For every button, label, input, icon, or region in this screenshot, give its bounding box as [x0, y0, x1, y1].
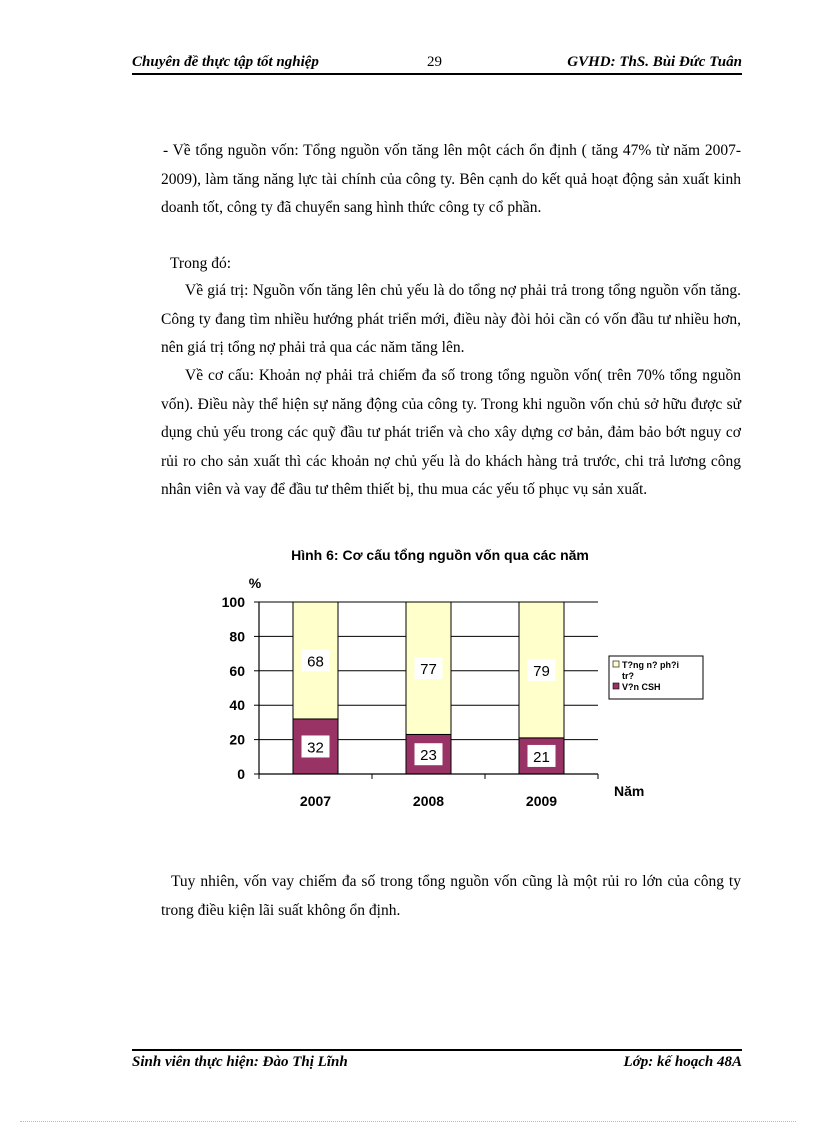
page-header [132, 52, 742, 74]
footer-rule [132, 1049, 742, 1051]
paragraph-intro: Trong đó: [170, 255, 232, 272]
legend-swatch-equity [613, 683, 619, 689]
data-label: 32 [307, 739, 324, 757]
page-number: 29 [427, 54, 442, 70]
chart-y-label: % [248, 575, 262, 591]
page-footer [132, 1054, 742, 1076]
y-tick-label: 40 [229, 697, 245, 714]
y-tick-label: 0 [237, 766, 245, 782]
y-tick-label: 20 [229, 731, 245, 748]
y-tick-label: 100 [221, 594, 245, 610]
chart-title: Hình 6: Cơ cấu tổng nguồn vốn qua các năm [291, 547, 589, 563]
paragraph-value: Về giá trị: Nguồn vốn tăng lên chủ yếu là do tổng nợ phải trả trong tổng nguồn vốn tăng. Công ty đang tìm nhiều hướng phát triển mới, điều này đòi hỏi cần có vốn đầu tư nhiều hơn, nên giá trị tổng nợ phải trả qua các năm tăng lên. [161, 282, 741, 356]
y-tick-label: 60 [229, 662, 245, 679]
x-tick-label: 2009 [525, 793, 558, 809]
legend-label: tr? [622, 671, 634, 681]
data-label: 21 [533, 748, 550, 766]
legend-label: V?n CSH [622, 682, 661, 692]
page-edge [20, 1121, 796, 1122]
header-title: Chuyên đề thực tập tốt nghiệp [132, 54, 319, 70]
paragraph-total-capital: - Về tổng nguồn vốn: Tổng nguồn vốn tăng lên một cách ổn định ( tăng 47% từ năm 2007- 2009), làm tăng năng lực tài chính của công ty. Bên cạnh do kết quả hoạt động sản xuất kinh doanh tốt, công ty đã chuyển sang hình thức công ty cổ phần. [161, 142, 741, 216]
y-tick-label: 80 [229, 628, 245, 645]
chart-bars [293, 602, 564, 809]
capital-structure-chart [0, 540, 816, 820]
x-tick-label: 2008 [412, 793, 445, 809]
paragraph-conclusion: Tuy nhiên, vốn vay chiếm đa số trong tổng nguồn vốn cũng là một rủi ro lớn của công ty trong điều kiện lãi suất không ổn định. [161, 873, 741, 919]
header-advisor: GVHD: ThS. Bùi Đức Tuân [567, 54, 742, 70]
footer-student: Sinh viên thực hiện: Đào Thị Lĩnh [132, 1054, 348, 1070]
paragraph-structure: Về cơ cấu: Khoản nợ phải trả chiếm đa số trong tổng nguồn vốn( trên 70% tổng nguồn vốn). Điều này thể hiện sự năng động của công ty. Trong khi nguồn vốn chủ sở hữu được sử dụng chủ yếu trong các quỹ đầu tư phát triển và cho xây dựng cơ bản, đảm bảo bớt nguy cơ rủi ro cho sản xuất thì các khoản nợ chủ yếu là do khách hàng trả trước, chi trả lương công nhân viên và vay để đầu tư thêm thiết bị, thu mua các yếu tố phục vụ sản xuất. [161, 367, 741, 498]
legend-label: T?ng n? ph?i [622, 660, 679, 670]
x-tick-label: 2007 [299, 793, 332, 809]
data-label: 68 [307, 653, 324, 671]
data-label: 77 [420, 661, 437, 679]
legend-swatch-liabilities [613, 661, 619, 667]
data-label: 79 [533, 662, 550, 680]
footer-class: Lớp: kế hoạch 48A [623, 1054, 742, 1070]
data-label: 23 [420, 747, 437, 765]
header-rule [132, 73, 742, 75]
chart-x-label: Năm [614, 783, 645, 799]
chart-legend [609, 656, 703, 699]
